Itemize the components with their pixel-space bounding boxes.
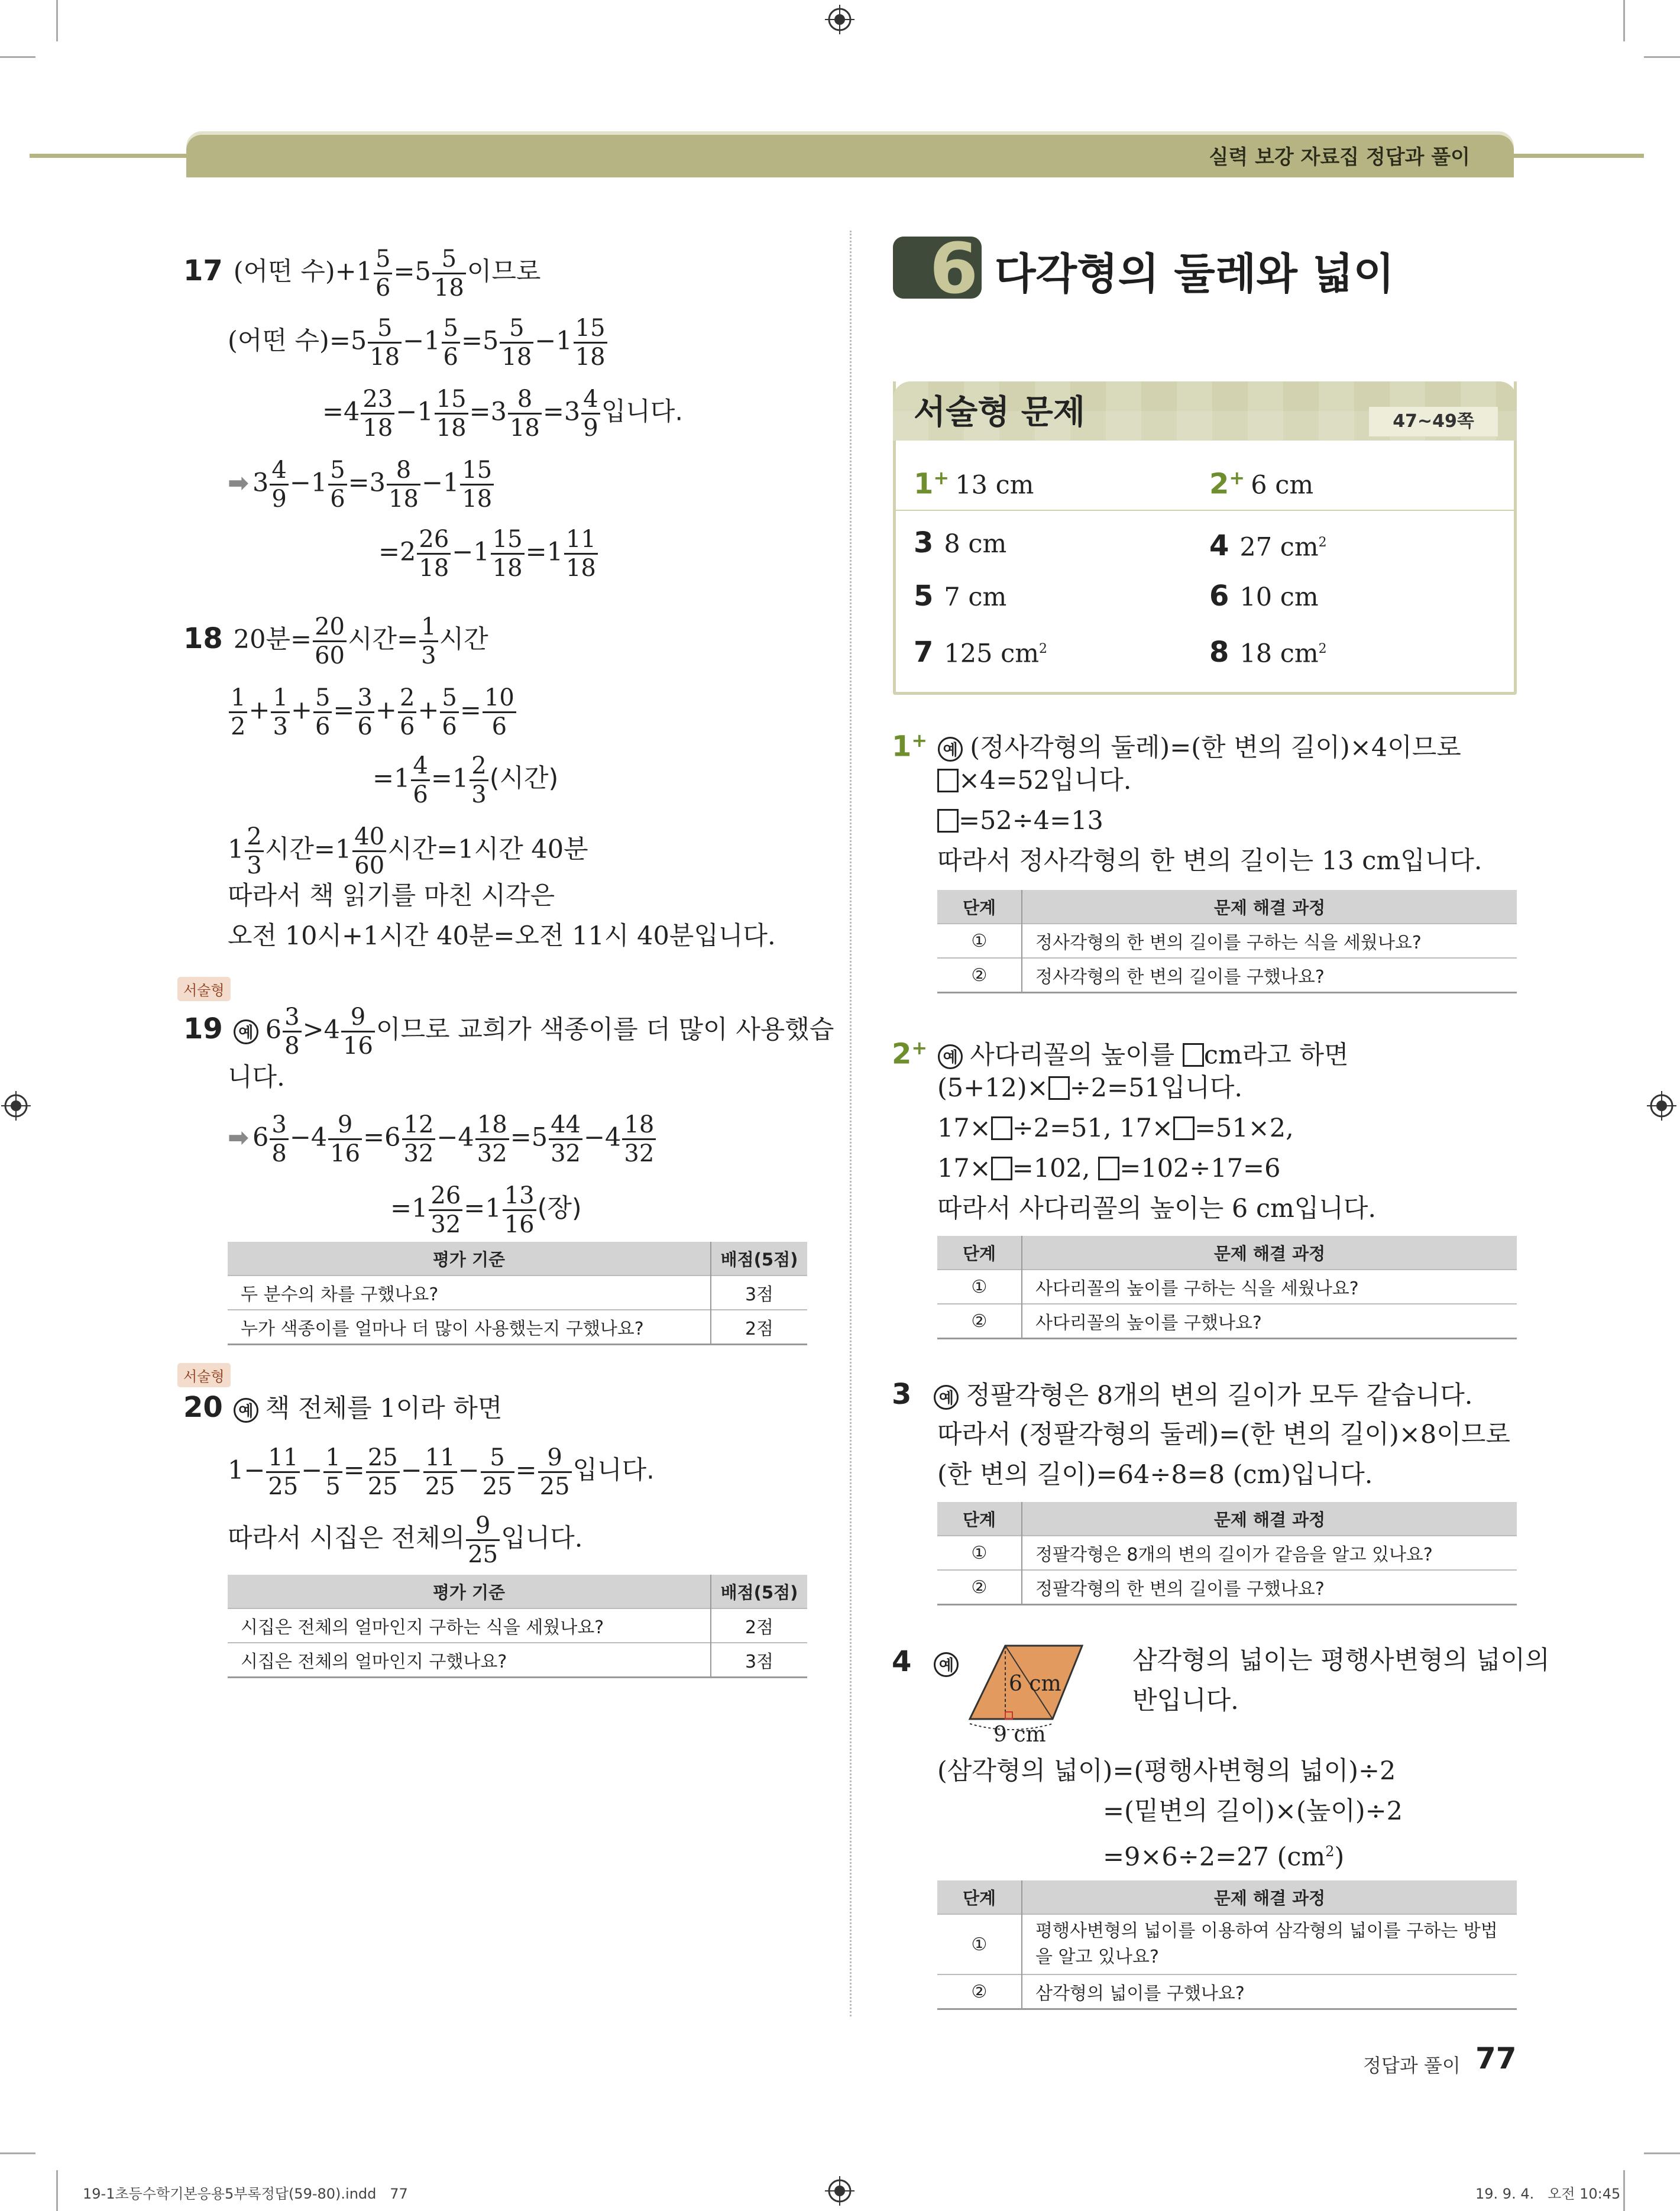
q19-line-4: =1 $\frac{26}{32}$ =1 $\frac{13}{16}$ (장): [390, 1182, 582, 1238]
blank-box: [991, 1116, 1012, 1140]
s2-line-1: 2+ 예 사다리꼴의 높이를 cm라고 하면: [892, 1037, 1349, 1071]
answer-item: 1+ 13 cm: [914, 467, 1034, 501]
q17-line-2: (어떤 수)=5 $\frac{5}{18}$ −1 $\frac{5}{6}$ =5 $\frac{5}{18}$ −1 $\frac{15}{18}$: [228, 316, 608, 369]
file-name: 19-1초등수학기본응용5부록정답(59-80).indd 77: [83, 2186, 408, 2202]
step-number: ①: [937, 1914, 1022, 1974]
s3-line-1: 3 예 정팔각형은 8개의 변의 길이가 모두 같습니다.: [892, 1378, 1473, 1411]
q19-rubric-table: 평가 기준 배점(5점) 두 분수의 차를 구했나요? 3점 누가 색종이를 얼마나 더 많이 사용했는지 구했나요? 2점: [228, 1242, 807, 1345]
step-text: 정팔각형의 한 변의 길이를 구했나요?: [1022, 1570, 1517, 1605]
q18-line-2: $\frac{1}{2}$ + $\frac{1}{3}$ + $\frac{5}{6}$ = $\frac{3}{6}$ + $\frac{2}{6}$ + $\frac{5}{6}$ = $\frac{10}{6}$: [228, 686, 517, 739]
answers-pages: 47~49쪽: [1369, 407, 1498, 436]
blank-box: [1173, 1116, 1195, 1140]
answer-item: 7 125 $cm^2$: [914, 636, 1048, 669]
step-number: ②: [937, 1304, 1022, 1339]
step-text: 정팔각형은 8개의 변의 길이가 같음을 알고 있나요?: [1022, 1536, 1517, 1570]
blank-box: [937, 769, 959, 792]
s1-number: 1: [892, 730, 912, 763]
q19-line-2: 니다.: [228, 1063, 285, 1092]
registration-mark-icon: [1, 1091, 31, 1121]
blank-box: [1098, 1157, 1119, 1180]
s4-line-head: [892, 1644, 966, 1681]
crop-mark: [0, 2152, 35, 2154]
essay-tag: 서술형: [177, 1363, 231, 1387]
q17-line-5: =2 $\frac{26}{18}$ −1 $\frac{15}{18}$ =1 $\frac{11}{18}$: [378, 527, 599, 580]
registration-mark-icon: [1647, 1091, 1676, 1121]
s4-line-1: (삼각형의 넓이)=(평행사변형의 넓이)÷2: [937, 1756, 1396, 1786]
s2-line-3: 17× ÷2=51, 17× =51×2,: [937, 1113, 1294, 1143]
blank-box: [1183, 1043, 1204, 1067]
column-divider: [850, 231, 852, 2016]
answers-divider: [896, 510, 1514, 511]
s1-line-4: 따라서 정사각형의 한 변의 길이는 13 cm입니다.: [937, 846, 1482, 876]
s1-line-3: =52÷4=13: [937, 803, 1103, 839]
s4-number: 4: [892, 1645, 912, 1678]
blank-box: [937, 809, 959, 833]
header-title: 실력 보강 자료집 정답과 풀이: [1209, 145, 1470, 169]
q19-number: 19: [183, 1012, 223, 1045]
s1-line-2: ×4=52입니다.: [937, 763, 1131, 798]
example-badge: 예: [938, 737, 963, 762]
q19-line-1: 19 예 6 $\frac{3}{8}$ >4 $\frac{9}{16}$ 이므로 교희가 색종이를 더 많이 사용했습: [183, 1003, 834, 1060]
answer-item: 6 10 cm: [1209, 580, 1319, 613]
q18-number: 18: [183, 621, 223, 655]
s1-line-1: 1+ 예 (정사각형의 둘레)=(한 변의 길이)×4이므로: [892, 729, 1461, 763]
answer-item: 5 7 cm: [914, 580, 1007, 613]
q18-line-3: =1 $\frac{4}{6}$ =1 $\frac{2}{3}$ (시간): [373, 752, 559, 808]
step-number: ②: [937, 1570, 1022, 1605]
q17-number: 17: [183, 254, 223, 287]
example-badge: 예: [234, 1019, 258, 1044]
rubric-score: 3점: [711, 1643, 807, 1678]
answers-title: 서술형 문제: [914, 393, 1085, 432]
s4-text-2: 반입니다.: [1132, 1686, 1239, 1715]
parallelogram-figure: [964, 1641, 1094, 1747]
step-number: ①: [937, 1270, 1022, 1304]
registration-mark-icon: [825, 2176, 854, 2206]
q18-line-6: 오전 10시+1시간 40분=오전 11시 40분입니다.: [228, 921, 776, 951]
s4-text-1: 삼각형의 넓이는 평행사변형의 넓이의: [1132, 1646, 1550, 1675]
crop-mark: [1644, 56, 1680, 58]
s3-line-2: 따라서 (정팔각형의 둘레)=(한 변의 길이)×8이므로: [937, 1420, 1510, 1449]
q18-line-4: 1 $\frac{2}{3}$ 시간=1 $\frac{40}{60}$ 시간=1시간 40분: [228, 823, 588, 879]
answer-item: 8 18 $cm^2$: [1209, 636, 1327, 669]
example-badge: 예: [934, 1652, 959, 1677]
s1-step-table: 단계 문제 해결 과정 ① 정사각형의 한 변의 길이를 구하는 식을 세웠나요? ② 정사각형의 한 변의 길이를 구했나요?: [937, 890, 1517, 993]
crop-mark: [1644, 2152, 1680, 2154]
answer-item: 3 8 cm: [914, 526, 1007, 559]
crop-mark: [56, 2170, 58, 2211]
step-text: 정사각형의 한 변의 길이를 구하는 식을 세웠나요?: [1022, 924, 1517, 958]
s4-line-2: =(밑변의 길이)×(높이)÷2: [1103, 1796, 1403, 1826]
figure-base-label: 9 cm: [993, 1723, 1046, 1747]
s2-step-table: 단계 문제 해결 과정 ① 사다리꼴의 높이를 구하는 식을 세웠나요? ② 사다리꼴의 높이를 구했나요?: [937, 1236, 1517, 1339]
example-badge: 예: [934, 1385, 959, 1410]
s3-number: 3: [892, 1378, 912, 1411]
rubric-criterion: 누가 색종이를 얼마나 더 많이 사용했는지 구했나요?: [228, 1310, 711, 1345]
rubric-score: 2점: [711, 1608, 807, 1643]
crop-mark: [1623, 2170, 1625, 2211]
s2-line-4: 17× =102, =102÷17=6: [937, 1154, 1281, 1183]
s4-step-table: 단계 문제 해결 과정 ① 평행사변형의 넓이를 이용하여 삼각형의 넓이를 구하는 방법 을 알고 있나요? ② 삼각형의 넓이를 구했나요?: [937, 1880, 1517, 2010]
rubric-criterion: 시집은 전체의 얼마인지 구했나요?: [228, 1643, 711, 1678]
s3-line-3: (한 변의 길이)=64÷8=8 (cm)입니다.: [937, 1460, 1373, 1490]
blank-box: [991, 1157, 1012, 1180]
q19-line-3: ➡ 6 $\frac{3}{8}$ −4 $\frac{9}{16}$ =6 $\frac{12}{32}$ −4 $\frac{18}{32}$ =5 $\frac{44}{32}$ −4 $\frac{18}{32}$: [228, 1113, 657, 1166]
figure-height-label: 6 cm: [1009, 1672, 1061, 1696]
rubric-score: 3점: [711, 1276, 807, 1310]
rubric-score: 2점: [711, 1310, 807, 1345]
blank-box: [1048, 1076, 1070, 1100]
step-text: 사다리꼴의 높이를 구하는 식을 세웠나요?: [1022, 1270, 1517, 1304]
arrow-icon: ➡: [228, 468, 250, 498]
chapter-number: 6: [930, 237, 979, 299]
s3-step-table: 단계 문제 해결 과정 ① 정팔각형은 8개의 변의 길이가 같음을 알고 있나요? ② 정팔각형의 한 변의 길이를 구했나요?: [937, 1502, 1517, 1605]
crop-mark: [0, 56, 35, 58]
crop-mark: [56, 0, 58, 41]
step-number: ①: [937, 1536, 1022, 1570]
q17-line-4: ➡ 3 $\frac{4}{9}$ −1 $\frac{5}{6}$ =3 $\frac{8}{18}$ −1 $\frac{15}{18}$: [228, 458, 495, 511]
s2-line-5: 따라서 사다리꼴의 높이는 6 cm입니다.: [937, 1194, 1377, 1223]
arrow-icon: ➡: [228, 1122, 250, 1153]
chapter-number-box: [893, 237, 982, 299]
essay-tag: 서술형: [177, 977, 231, 1001]
answer-item: 2+ 6 cm: [1209, 467, 1314, 501]
step-number: ②: [937, 1974, 1022, 2009]
page-number: 77: [1475, 2041, 1517, 2076]
s4-line-3: =9×6÷2=27 $(cm^2)$: [1103, 1842, 1345, 1872]
q17-line-3: =4 $\frac{23}{18}$ −1 $\frac{15}{18}$ =3 $\frac{8}{18}$ =3 $\frac{4}{9}$ 입니다.: [322, 386, 684, 442]
rubric-criterion: 두 분수의 차를 구했나요?: [228, 1276, 711, 1310]
s2-line-2: (5+12)× ÷2=51입니다.: [937, 1073, 1243, 1103]
q20-line-1: 20 예 책 전체를 1이라 하면: [183, 1391, 503, 1424]
step-text: 삼각형의 넓이를 구했나요?: [1022, 1974, 1517, 2009]
chapter-title: 다각형의 둘레와 넓이: [995, 249, 1395, 299]
crop-mark: [1623, 0, 1625, 41]
s2-number: 2: [892, 1037, 912, 1071]
q18-line-5: 따라서 책 읽기를 마친 시각은: [228, 881, 555, 911]
step-text: 정사각형의 한 변의 길이를 구했나요?: [1022, 958, 1517, 993]
q20-rubric-table: 평가 기준 배점(5점) 시집은 전체의 얼마인지 구하는 식을 세웠나요? 2점 시집은 전체의 얼마인지 구했나요? 3점: [228, 1575, 807, 1678]
example-badge: 예: [234, 1398, 258, 1423]
registration-mark-icon: [825, 5, 854, 34]
q20-number: 20: [183, 1391, 223, 1424]
q20-line-2: 1− $\frac{11}{25}$ − $\frac{1}{5}$ = $\frac{25}{25}$ − $\frac{11}{25}$ − $\frac{5}{25}$ = $\frac{9}{25}$ 입니다.: [228, 1444, 655, 1500]
step-text: 평행사변형의 넓이를 이용하여 삼각형의 넓이를 구하는 방법 을 알고 있나요?: [1022, 1914, 1517, 1974]
q17-line-1: 17 (어떤 수)+1 $\frac{5}{6}$ =5 $\frac{5}{18}$ 이므로: [183, 245, 541, 302]
rubric-criterion: 시집은 전체의 얼마인지 구하는 식을 세웠나요?: [228, 1608, 711, 1643]
answer-item: 4 27 $cm^2$: [1209, 529, 1327, 563]
example-badge: 예: [938, 1044, 963, 1069]
page-label: 정답과 풀이: [1363, 2054, 1461, 2077]
q18-line-1: 18 20분= $\frac{20}{60}$ 시간= $\frac{1}{3}$ 시간: [183, 613, 488, 669]
step-number: ②: [937, 958, 1022, 993]
q20-line-3: 따라서 시집은 전체의 $\frac{9}{25}$ 입니다.: [228, 1512, 583, 1568]
step-text: 사다리꼴의 높이를 구했나요?: [1022, 1304, 1517, 1339]
print-date: 19. 9. 4. 오전 10:45: [1475, 2186, 1621, 2202]
step-number: ①: [937, 924, 1022, 958]
